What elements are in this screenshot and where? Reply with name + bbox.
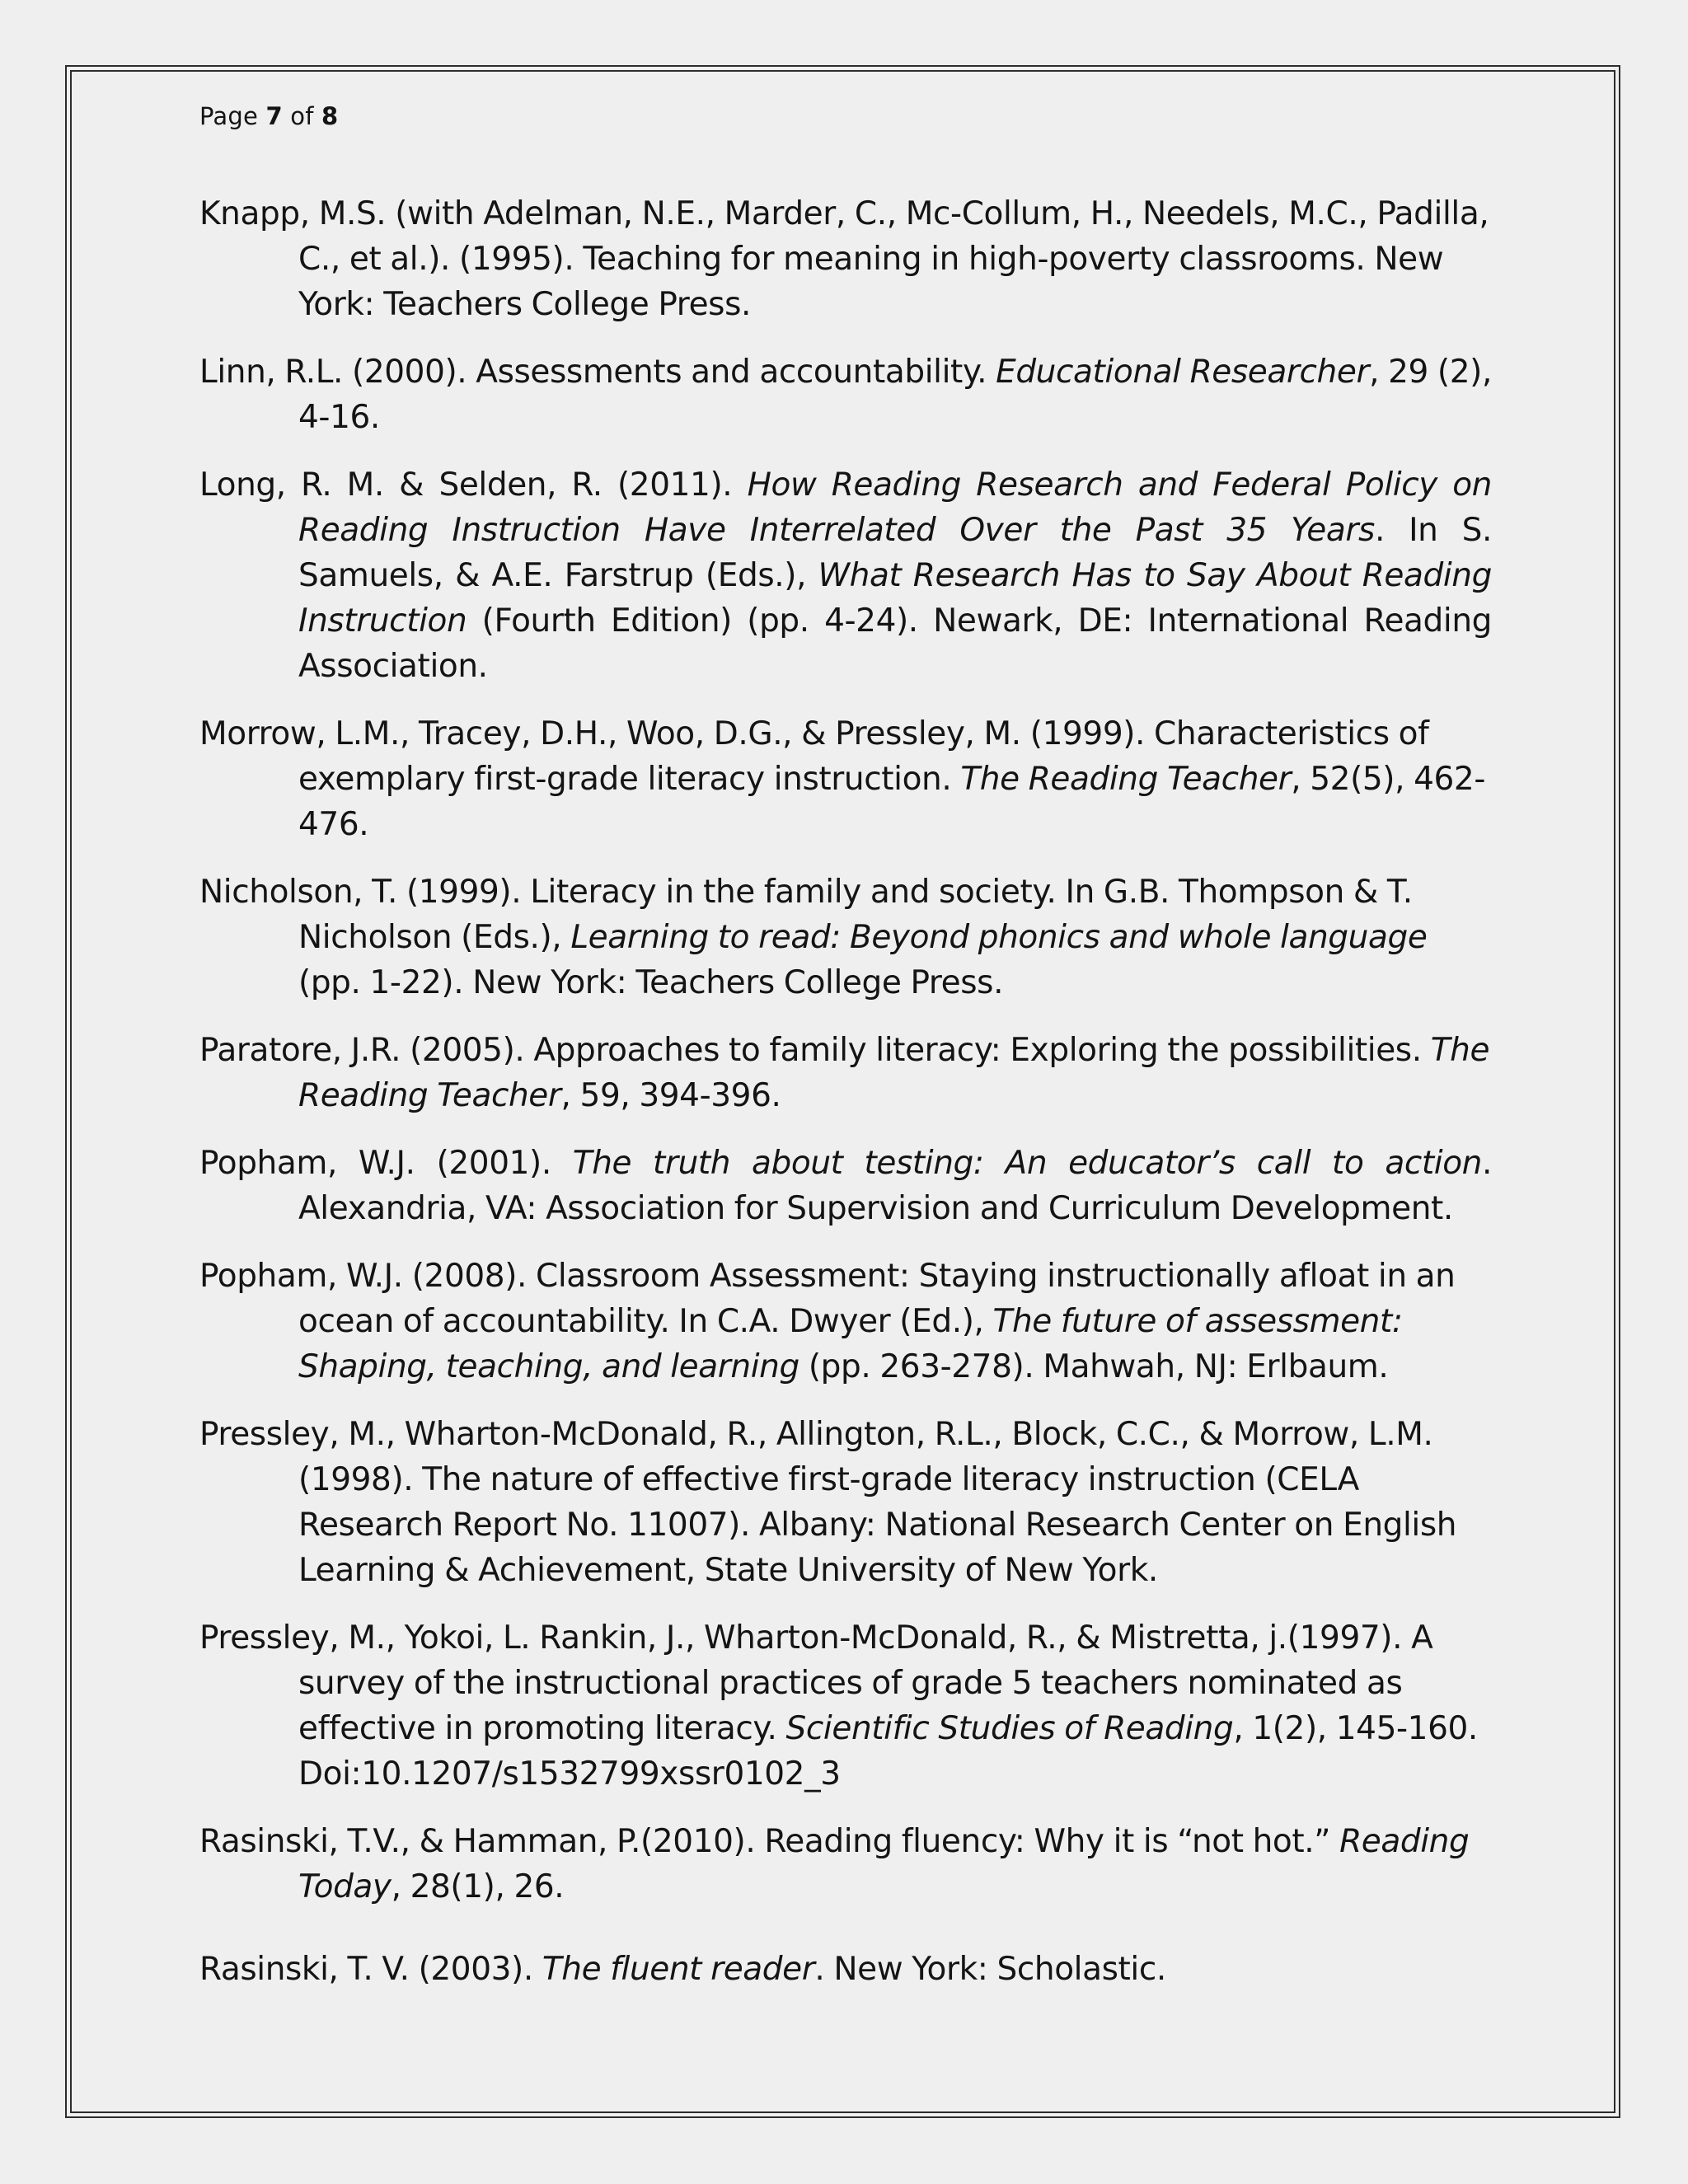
book-title: The fluent reader: [542, 1951, 815, 1988]
reference-paratore-2005: Paratore, J.R. (2005). Approaches to family literacy: Exploring the possibilities. The Reading Teacher, 59, 394-396.: [199, 1032, 1490, 1114]
reference-pressley-1997: Pressley, M., Yokoi, L. Rankin, J., Wharton-McDonald, R., & Mistretta, j.(1997). A survey of the instructional practices of grade 5 teachers nominated as effective in promoting literacy. Scientific Studies of Reading, 1(2), 145-160. Doi:10.1207/s1532799xssr0102_3: [199, 1619, 1478, 1793]
page-of: of: [282, 102, 322, 130]
journal-title: Educational Researcher: [996, 354, 1370, 391]
reference-popham-2001: Popham, W.J. (2001). The truth about testing: An educator’s call to action. Alexandria, VA: Association for Supervision and Curriculum Development.: [199, 1145, 1492, 1227]
reference-popham-2008: Popham, W.J. (2008). Classroom Assessment: Staying instructionally afloat in an ocean of accountability. In C.A. Dwyer (Ed.), The future of assessment: Shaping, teaching, and learning (pp. 263-278). Mahwah, NJ: Erlbaum.: [199, 1258, 1456, 1385]
journal-title: The Reading Teacher: [298, 1032, 1490, 1114]
journal-title: The Reading Teacher: [960, 761, 1292, 798]
page-label: Page: [199, 102, 266, 130]
reference-pressley-1998: Pressley, M., Wharton-McDonald, R., Allington, R.L., Block, C.C., & Morrow, L.M. (1998). The nature of effective first-grade literacy instruction (CELA Research Report No. 11007). Albany: National Research Center on English Learning & Achievement, State University of New York.: [199, 1416, 1457, 1589]
book-title: The truth about testing: An educator’s call to action: [572, 1145, 1482, 1182]
page-current: 7: [265, 102, 283, 130]
reference-knapp-1995: Knapp, M.S. (with Adelman, N.E., Marder, C., Mc-Collum, H., Needels, M.C., Padilla, C., et al.). (1995). Teaching for meaning in high-poverty classrooms. New York: Teachers College Press.: [199, 195, 1489, 323]
book-title: What Research Has to Say About Reading Instruction: [298, 557, 1492, 640]
book-title: The future of assessment: Shaping, teaching, and learning: [298, 1303, 1403, 1385]
reference-morrow-1999: Morrow, L.M., Tracey, D.H., Woo, D.G., & Pressley, M. (1999). Characteristics of exemplary first-grade literacy instruction. The Reading Teacher, 52(5), 462-476.: [199, 715, 1486, 843]
journal-title: Reading Today: [298, 1823, 1470, 1905]
reference-nicholson-1999: Nicholson, T. (1999). Literacy in the family and society. In G.B. Thompson & T. Nicholson (Eds.), Learning to read: Beyond phonics and whole language (pp. 1-22). New York: Teachers College Press.: [199, 874, 1428, 1001]
page-header: [199, 102, 338, 130]
page-total: 8: [321, 102, 339, 130]
reference-long-2011: Long, R. M. & Selden, R. (2011). How Reading Research and Federal Policy on Reading Instruction Have Interrelated Over the Past 35 Years. In S. Samuels, & A.E. Farstrup (Eds.), What Research Has to Say About Reading Instruction (Fourth Edition) (pp. 4-24). Newark, DE: International Reading Association.: [199, 466, 1492, 685]
reference-rasinski-2003: Rasinski, T. V. (2003). The fluent reader. New York: Scholastic.: [199, 1951, 1166, 1988]
journal-title: Scientific Studies of Reading: [785, 1710, 1234, 1747]
reference-rasinski-2010: Rasinski, T.V., & Hamman, P.(2010). Reading fluency: Why it is “not hot.” Reading Today, 28(1), 26.: [199, 1823, 1470, 1905]
reference-linn-2000: Linn, R.L. (2000). Assessments and accountability. Educational Researcher, 29 (2), 4-16.: [199, 354, 1492, 436]
reference-list: [199, 191, 1492, 2014]
book-title: Learning to read: Beyond phonics and whole language: [570, 919, 1428, 956]
chapter-title: How Reading Research and Federal Policy on Reading Instruction Have Interrelated Over the Past 35 Years: [298, 466, 1492, 549]
